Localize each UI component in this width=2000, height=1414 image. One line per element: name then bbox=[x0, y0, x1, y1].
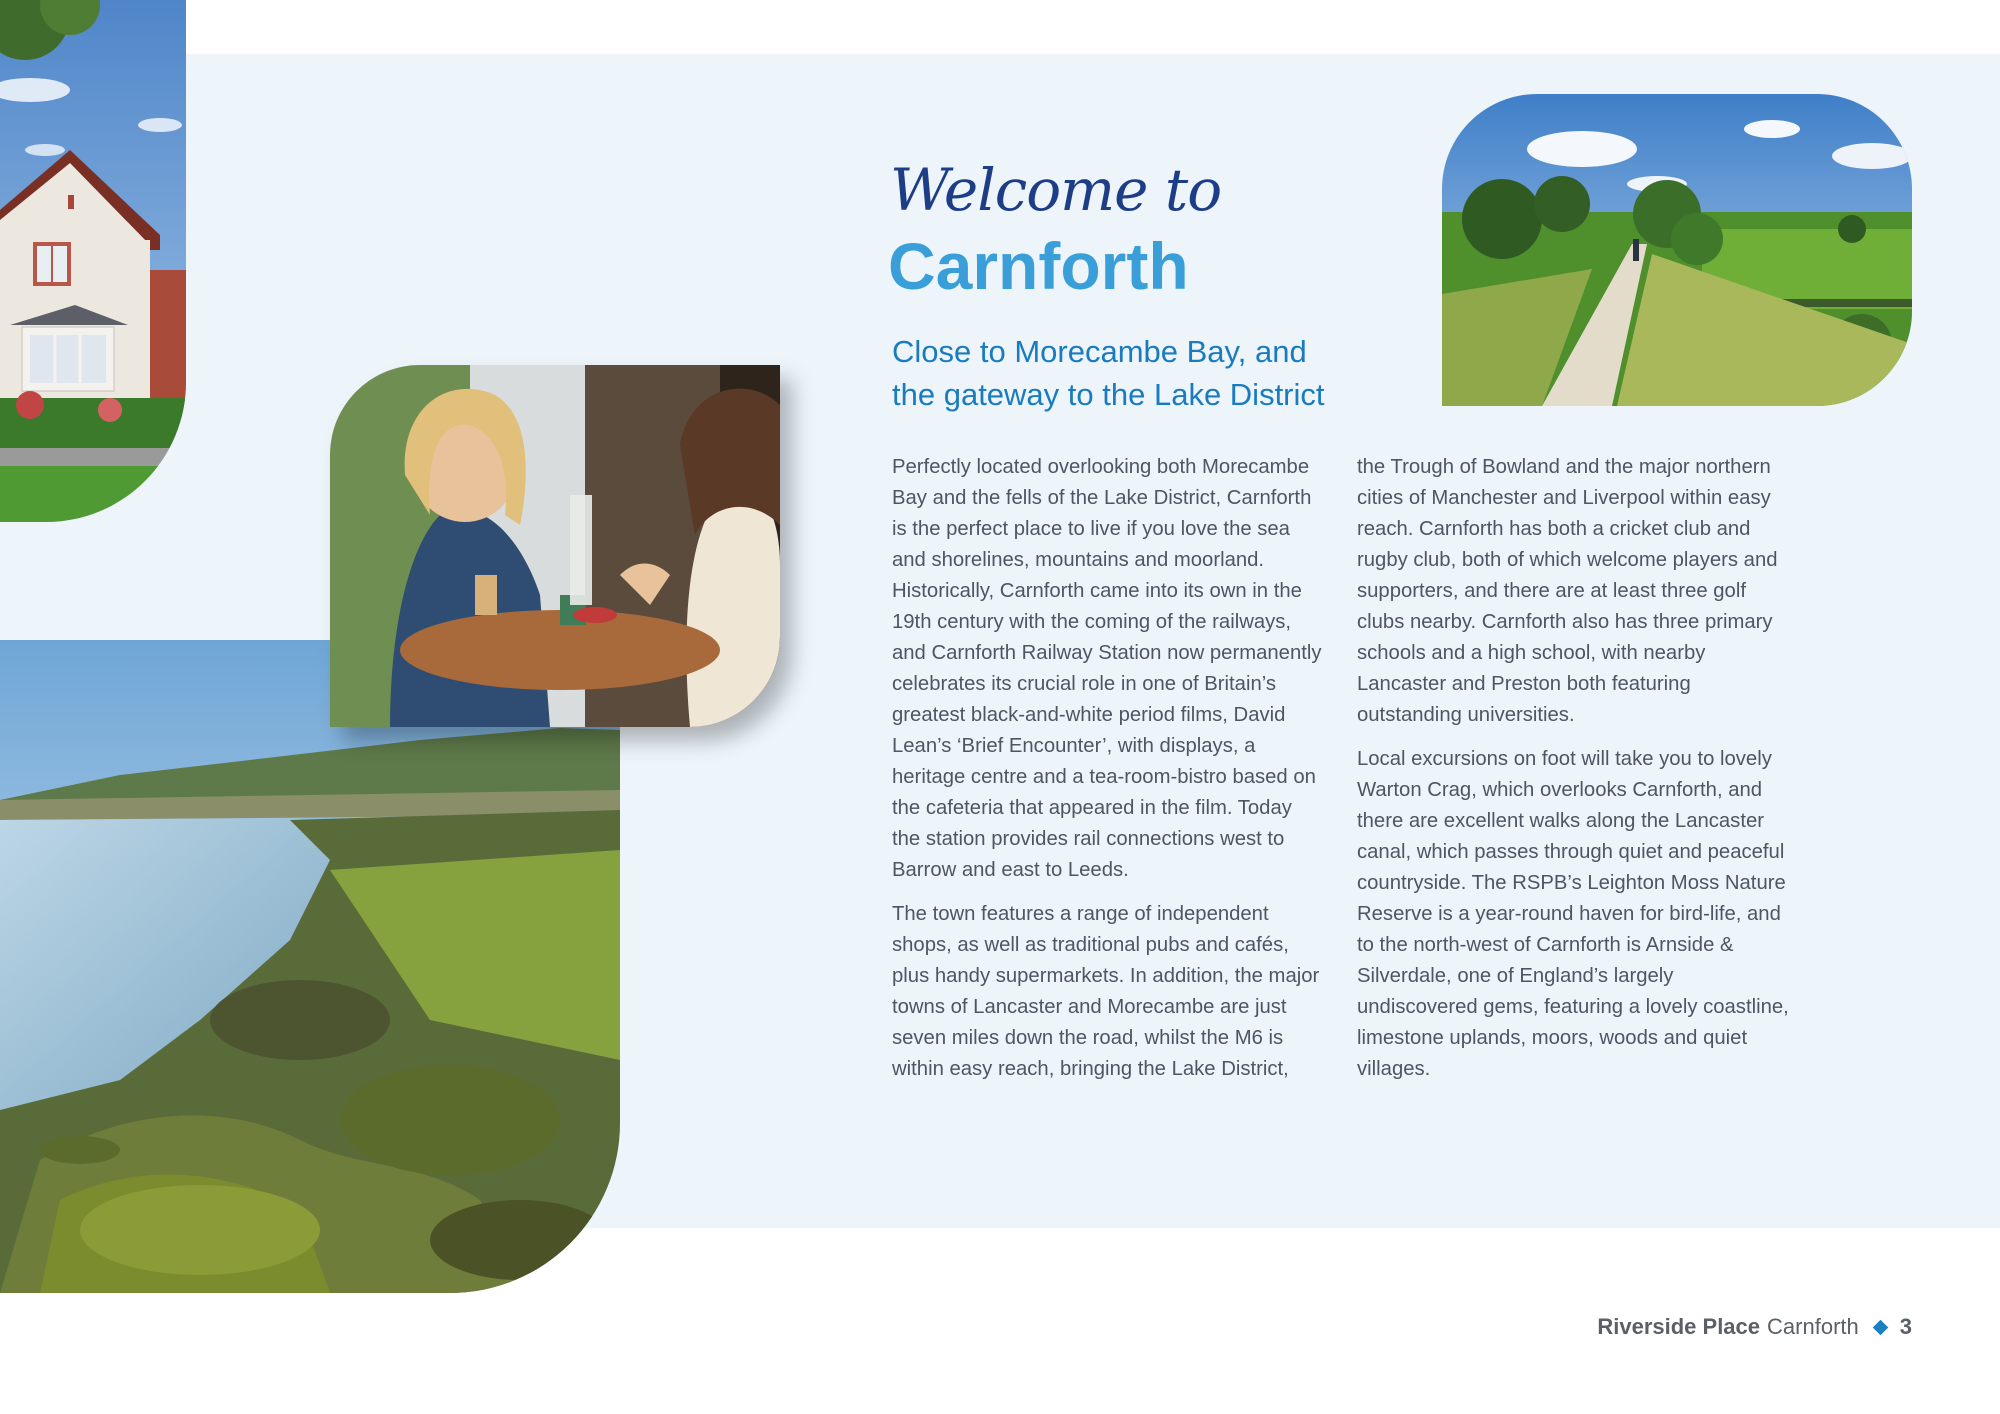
body-column-right bbox=[1357, 452, 1789, 1098]
diamond-icon bbox=[1872, 1319, 1888, 1335]
cafe-photo bbox=[330, 365, 780, 727]
body-paragraph: The town features a range of independent shops, as well as traditional pubs and cafés, plus handy supermarkets. In addition, the major towns of Lancaster and Morecambe are just seven miles down the road, whilst the M6 is within easy reach, bringing the Lake District, bbox=[892, 903, 1320, 1080]
footer-location: Carnforth bbox=[1767, 1314, 1859, 1339]
footpath-photo bbox=[1442, 94, 1912, 406]
page-number: 3 bbox=[1899, 1314, 1912, 1339]
subtitle: Close to Morecambe Bay, and the gateway to the Lake District bbox=[892, 334, 1325, 412]
body-paragraph: Local excursions on foot will take you to lovely Warton Crag, which overlooks Carnforth, and there are excellent walks along the Lancaster canal, which passes through quiet and peaceful countryside. The RSPB’s Leighton Moss Nature Reserve is a year-round haven for bird-life, and to the north-west of Carnforth is Arnside & Silverdale, one of England’s largely undiscovered gems, featuring a lovely coastline, limestone uplands, moors, woods and quiet villages. bbox=[1357, 748, 1789, 1080]
body-paragraph: the Trough of Bowland and the major northern cities of Manchester and Liverpool within easy reach. Carnforth has both a cricket club and rugby club, both of which welcome players and supporters, and there are at least three golf clubs nearby. Carnforth also has three primary schools and a high school, with nearby Lancaster and Preston both featuring outstanding universities. bbox=[1357, 456, 1778, 726]
body-column-left bbox=[892, 452, 1324, 1098]
body-paragraph: Perfectly located overlooking both Morecambe Bay and the fells of the Lake District, Carnforth is the perfect place to live if you love the sea and shorelines, mountains and moorland. Historically, Carnforth came into its own in the 19th century with the coming of the railways, and Carnforth Railway Station now permanently celebrates its crucial role in one of Britain’s greatest black-and-white period films, David Lean’s ‘Brief Encounter’, with displays, a heritage centre and a tea-room-bistro based on the cafeteria that appeared in the film. Today the station provides rail connections west to Barrow and east to Leeds. bbox=[892, 456, 1322, 881]
coastline-photo bbox=[0, 640, 620, 1293]
house-photo bbox=[0, 0, 186, 522]
footer-development-name: Riverside Place bbox=[1597, 1314, 1761, 1339]
welcome-script-heading: Welcome to bbox=[890, 156, 1222, 224]
town-heading: Carnforth bbox=[888, 229, 1189, 303]
page-footer bbox=[1597, 1314, 1912, 1340]
